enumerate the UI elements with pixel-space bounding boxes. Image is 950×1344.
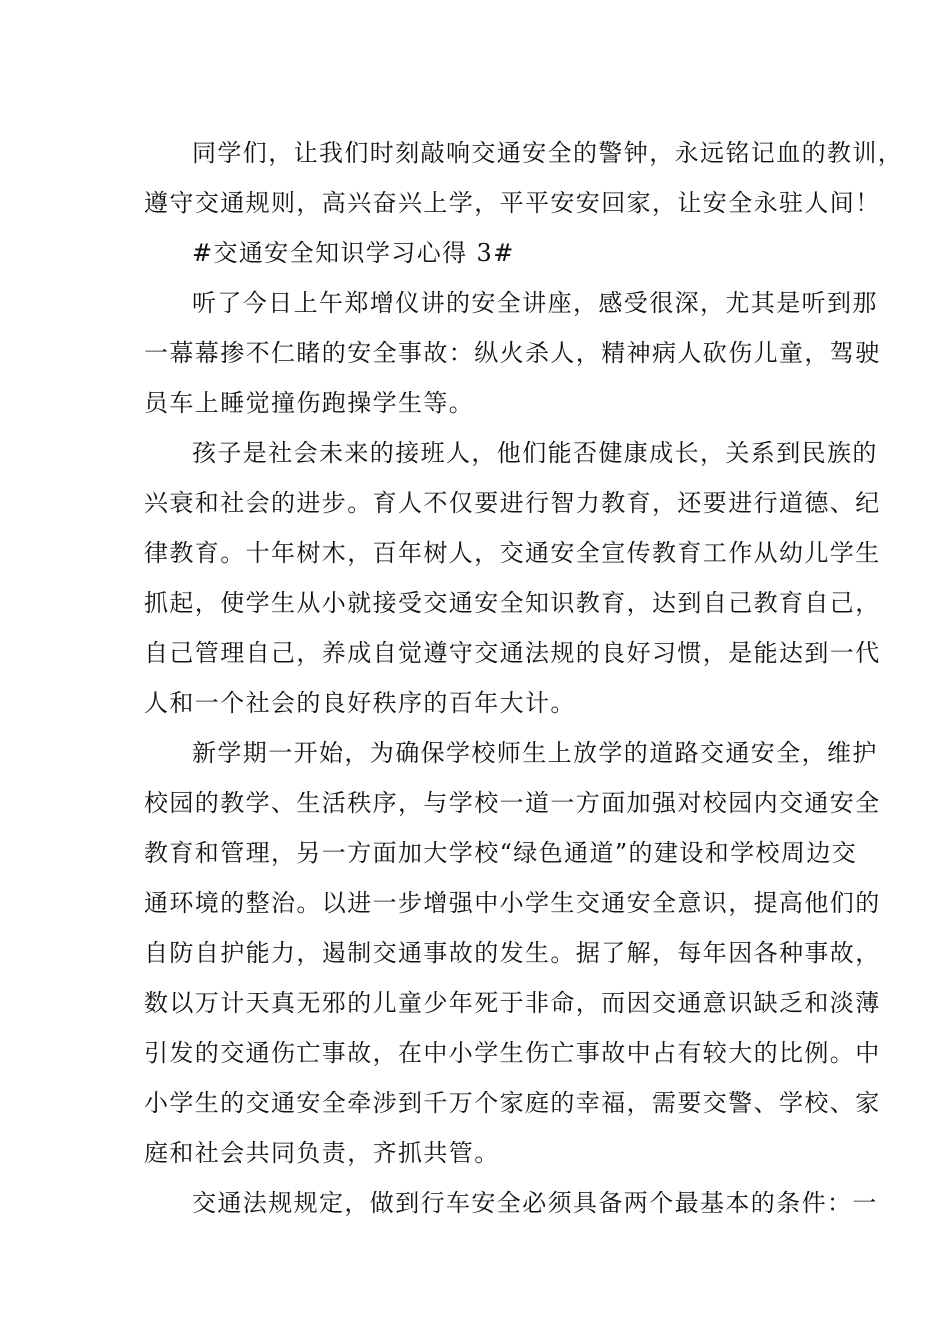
- text-line: 自防自护能力，遏制交通事故的发生。据了解，每年因各种事故，: [144, 939, 881, 967]
- text-line: 律教育。十年树木，百年树人，交通安全宣传教育工作从幼儿学生: [144, 539, 881, 567]
- text-line: 兴衰和社会的进步。育人不仅要进行智力教育，还要进行道德、纪: [144, 489, 881, 517]
- text-line: 通环境的整治。以进一步增强中小学生交通安全意识，提高他们的: [144, 889, 881, 917]
- text-line: 遵守交通规则，高兴奋兴上学，平平安安回家，让安全永驻人间！: [144, 189, 881, 217]
- paragraph-3: [144, 428, 881, 728]
- section-heading: [144, 228, 812, 278]
- paragraph-5: [144, 1178, 878, 1228]
- paragraph-1: [144, 128, 904, 228]
- text-line: 自己管理自己，养成自觉遵守交通法规的良好习惯，是能达到一代: [144, 639, 881, 667]
- text-line: 听了今日上午郑增仪讲的安全讲座，感受很深，尤其是听到那: [192, 289, 878, 317]
- text-line: 交通法规规定，做到行车安全必须具备两个最基本的条件：一: [192, 1189, 878, 1217]
- text-line: 小学生的交通安全牵涉到千万个家庭的幸福，需要交警、学校、家: [144, 1089, 881, 1117]
- text-line: 引发的交通伤亡事故，在中小学生伤亡事故中占有较大的比例。中: [144, 1039, 881, 1067]
- text-line: 教育和管理，另一方面加大学校“绿色通道”的建设和学校周边交: [144, 839, 858, 867]
- text-line: 新学期一开始，为确保学校师生上放学的道路交通安全，维护: [192, 739, 878, 767]
- paragraph-4: [144, 728, 881, 1178]
- text-line: 数以万计天真无邪的儿童少年死于非命，而因交通意识缺乏和淡薄: [144, 989, 881, 1017]
- text-line: 抓起，使学生从小就接受交通安全知识教育，达到自己教育自己，: [144, 589, 881, 617]
- text-line: 校园的教学、生活秩序，与学校一道一方面加强对校园内交通安全: [144, 789, 881, 817]
- text-line: 员车上睡觉撞伤跑操学生等。: [144, 389, 475, 417]
- text-line: 同学们，让我们时刻敲响交通安全的警钟，永远铭记血的教训，: [192, 139, 904, 167]
- document-body: [144, 128, 904, 1228]
- text-line: 孩子是社会未来的接班人，他们能否健康成长，关系到民族的: [192, 439, 878, 467]
- text-line: 一幕幕掺不仁睹的安全事故：纵火杀人，精神病人砍伤儿童，驾驶: [144, 339, 881, 367]
- text-line: 人和一个社会的良好秩序的百年大计。: [144, 689, 576, 717]
- paragraph-2: [144, 278, 881, 428]
- text-line: 庭和社会共同负责，齐抓共管。: [144, 1139, 500, 1167]
- heading-line: #交通安全知识学习心得 3#: [192, 239, 515, 267]
